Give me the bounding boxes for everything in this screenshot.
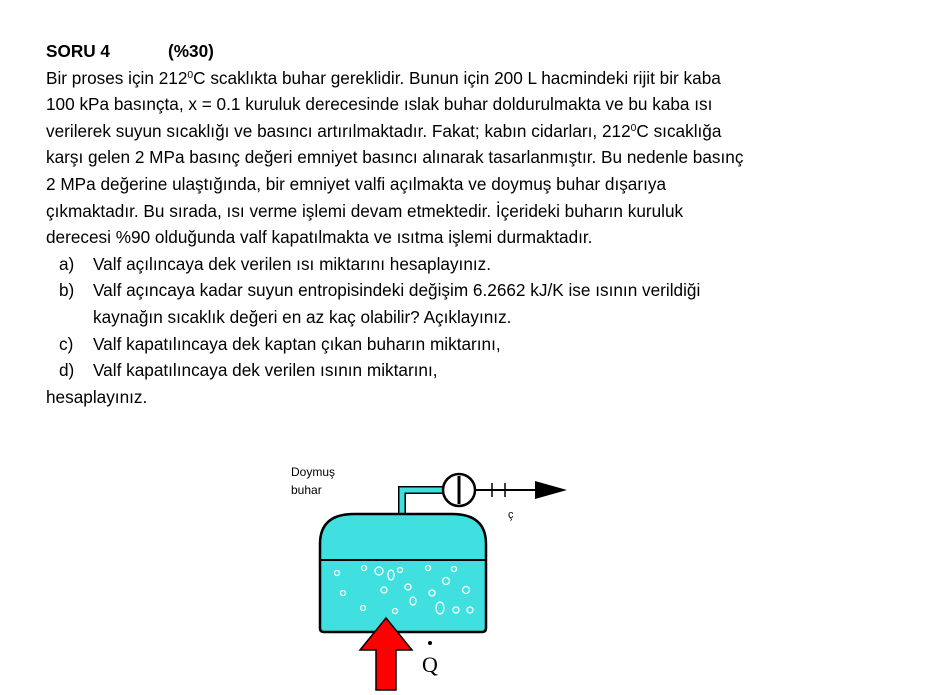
sub-question-b xyxy=(46,277,916,304)
line-text: verilerek suyun sıcaklığı ve basıncı artırılmaktadır. Fakat; kabın cidarları, 212 xyxy=(46,120,631,141)
outlet-arrow-icon xyxy=(475,481,567,499)
sub-question-label: d) xyxy=(59,360,75,381)
sub-questions xyxy=(46,251,916,384)
sub-question-a xyxy=(46,251,916,278)
saturated-steam-label-1: Doymuş xyxy=(291,465,336,479)
tank-diagram-svg xyxy=(280,450,580,690)
question-weight: (%30) xyxy=(168,41,214,61)
sub-question-text: Valf kapatılıncaya dek kaptan çıkan buharın miktarını, xyxy=(93,333,501,354)
line-text: C sıcaklığa xyxy=(636,120,722,141)
outlet-label: ç xyxy=(508,509,514,521)
sub-question-label: b) xyxy=(59,280,75,301)
line-text: derecesi %90 olduğunda valf kapatılmakta ve ısıtma işlemi durmaktadır. xyxy=(46,227,593,248)
sub-question-text: Valf açıncaya kadar suyun entropisindeki değişim 6.2662 kJ/K ise ısının verildiği xyxy=(93,280,701,301)
question-heading xyxy=(46,38,916,65)
paragraph-line xyxy=(46,224,916,251)
degree-superscript: 0 xyxy=(187,69,194,81)
paragraph-line xyxy=(46,118,916,145)
tank xyxy=(320,514,486,632)
sub-question-c xyxy=(46,331,916,358)
sub-question-d xyxy=(46,357,916,384)
tank-diagram xyxy=(280,450,580,690)
paragraph-line xyxy=(46,91,916,118)
paragraph-line xyxy=(46,144,916,171)
question-title: SORU 4 xyxy=(46,41,110,61)
sub-question-text: Valf kapatılıncaya dek verilen ısının miktarını, xyxy=(93,360,438,381)
degree-superscript: 0 xyxy=(630,122,637,134)
line-text: 100 kPa basınçta, x = 0.1 kuruluk derecesinde ıslak buhar doldurulmakta ve bu kaba ısı xyxy=(46,94,713,115)
paragraph-line xyxy=(46,198,916,225)
line-text: 2 MPa değerine ulaştığında, bir emniyet valfi açılmakta ve doymuş buhar dışarıya xyxy=(46,173,667,194)
heat-rate-dot xyxy=(428,641,432,645)
line-text: çıkmaktadır. Bu sırada, ısı verme işlemi devam etmektedir. İçerideki buharın kuruluk xyxy=(46,200,684,221)
heat-label: Q xyxy=(422,652,438,677)
closing-text: hesaplayınız. xyxy=(46,386,148,407)
question-text xyxy=(46,38,916,410)
saturated-steam-label-2: buhar xyxy=(291,483,322,497)
sub-question-text: Valf açılıncaya dek verilen ısı miktarını hesaplayınız. xyxy=(93,253,492,274)
line-text: karşı gelen 2 MPa basınç değeri emniyet basıncı alınarak tasarlanmıştır. Bu nedenle basınç xyxy=(46,147,744,168)
sub-question-label: a) xyxy=(59,253,75,274)
sub-question-b xyxy=(46,304,916,331)
paragraph-line xyxy=(46,65,916,92)
sub-question-text: kaynağın sıcaklık değeri en az kaç olabilir? Açıklayınız. xyxy=(93,306,512,327)
line-text: C scaklıkta buhar gereklidir. Bunun için 200 L hacmindeki rijit bir kaba xyxy=(193,67,721,88)
sub-question-label: c) xyxy=(59,333,74,354)
safety-valve-icon xyxy=(443,474,475,506)
paragraph-line xyxy=(46,171,916,198)
problem-paragraph xyxy=(46,65,916,251)
line-text: Bir proses için 212 xyxy=(46,67,188,88)
